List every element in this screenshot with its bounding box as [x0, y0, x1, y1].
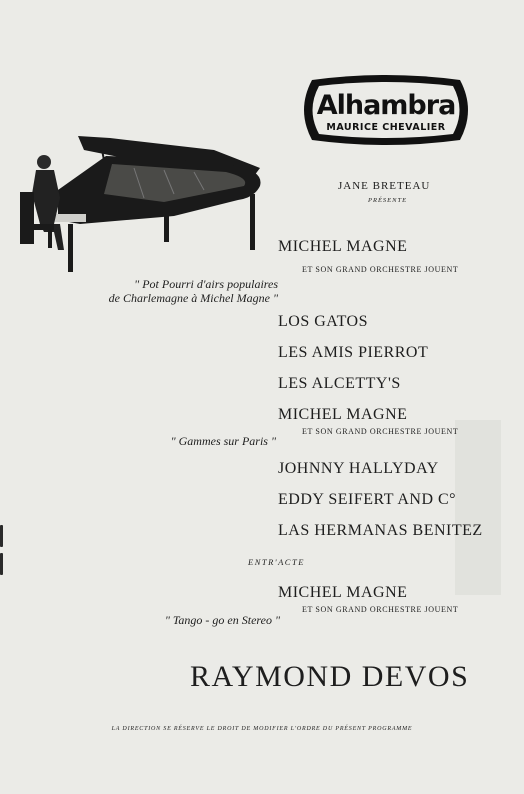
entracte-label: ENTR'ACTE	[248, 557, 305, 567]
piece-title-3: " Tango - go en Stereo "	[164, 613, 280, 627]
show-through-block	[455, 420, 501, 595]
piece-title-2: " Gammes sur Paris "	[170, 434, 276, 448]
act-eddy-seifert: EDDY SEIFERT AND C°	[278, 491, 457, 508]
piece-title-line-1: " Pot Pourri d'airs populaires	[134, 277, 278, 291]
orchestra-note-1: ET SON GRAND ORCHESTRE JOUENT	[302, 265, 459, 274]
presenter-name: JANE BRETEAU	[338, 180, 431, 192]
logo-subtitle: MAURICE CHEVALIER	[326, 122, 446, 133]
binding-mark	[0, 553, 3, 575]
act-michel-magne-2: MICHEL MAGNE	[278, 406, 408, 423]
act-michel-magne-3: MICHEL MAGNE	[278, 584, 408, 601]
orchestra-note-3: ET SON GRAND ORCHESTRE JOUENT	[302, 605, 459, 614]
presenter-sub: PRÉSENTE	[368, 197, 408, 204]
orchestra-note-2: ET SON GRAND ORCHESTRE JOUENT	[302, 427, 459, 436]
act-los-gatos: LOS GATOS	[278, 313, 368, 330]
headliner: RAYMOND DEVOS	[190, 660, 470, 693]
act-michel-magne-1: MICHEL MAGNE	[278, 238, 408, 255]
logo-title: Alhambra	[316, 90, 456, 121]
alhambra-logo	[298, 72, 474, 148]
piece-title-line-2: de Charlemagne à Michel Magne "	[108, 291, 278, 305]
act-les-amis-pierrot: LES AMIS PIERROT	[278, 344, 429, 361]
management-footnote: LA DIRECTION SE RÉSERVE LE DROIT DE MODIFIER L'ORDRE DU PRÉSENT PROGRAMME	[111, 726, 413, 732]
act-johnny-hallyday: JOHNNY HALLYDAY	[278, 460, 439, 477]
pianist-photo	[14, 128, 266, 280]
act-las-hermanas-benitez: LAS HERMANAS BENITEZ	[278, 522, 483, 539]
act-les-alcettys: LES ALCETTY'S	[278, 375, 401, 392]
binding-mark	[0, 525, 3, 547]
